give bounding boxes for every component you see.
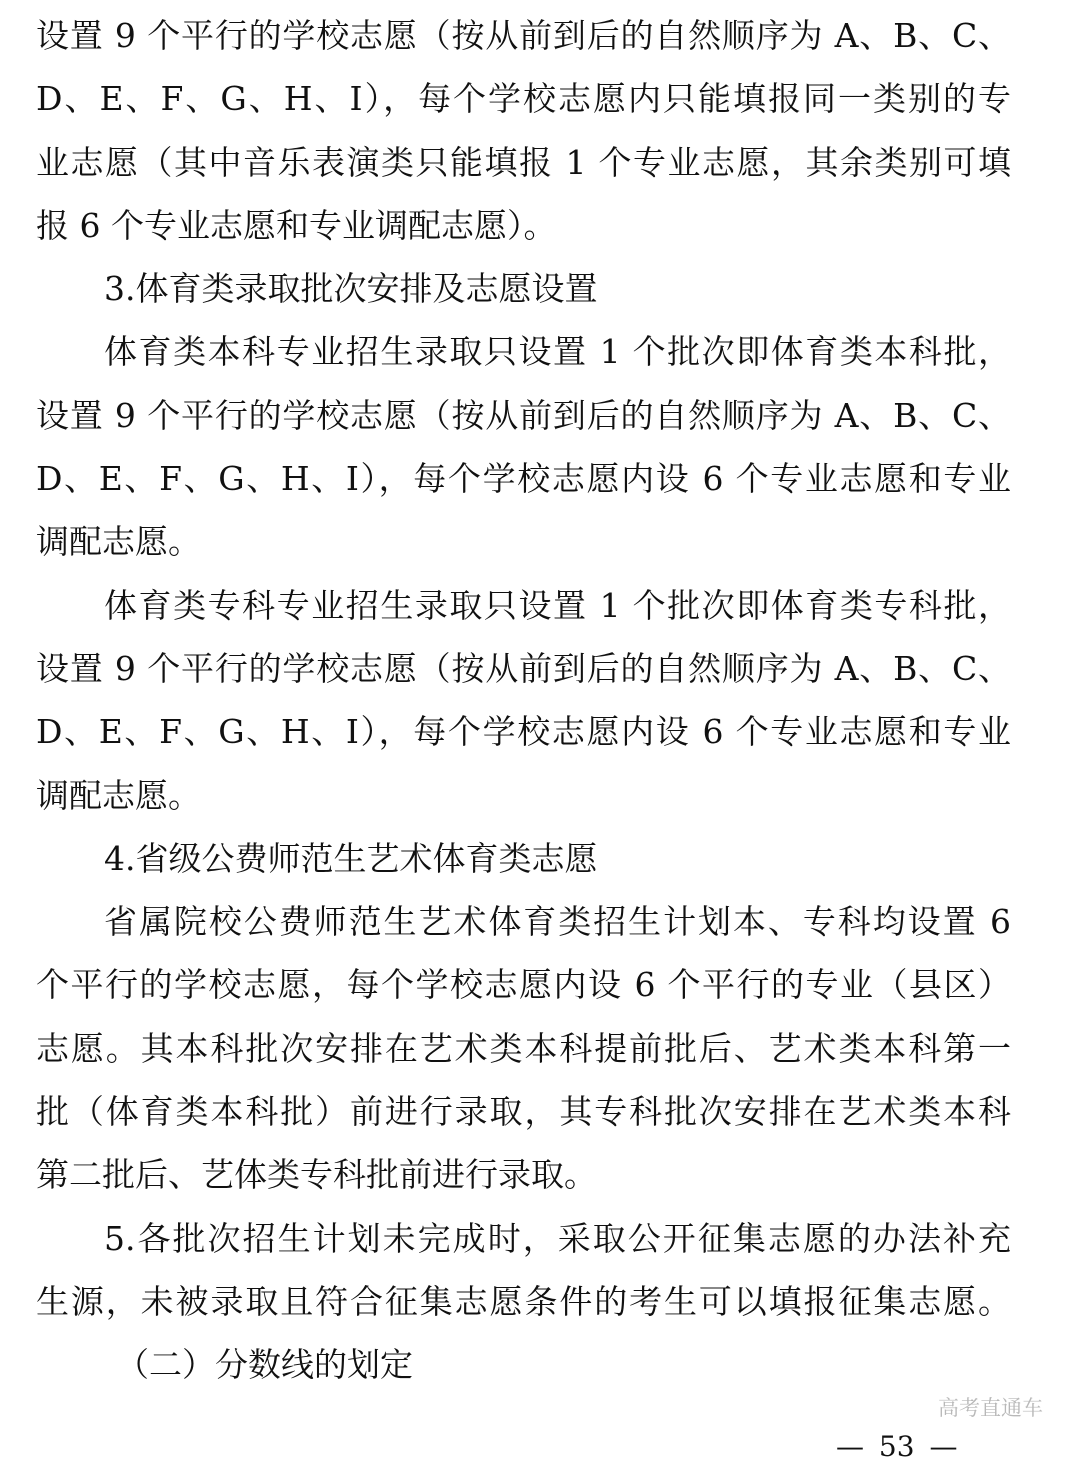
paragraph-line: 体育类本科专业招生录取只设置 1 个批次即体育类本科批，	[104, 332, 1011, 372]
section-heading: 4.省级公费师范生艺术体育类志愿	[104, 838, 598, 878]
page-number: 53	[878, 1430, 915, 1463]
paragraph-line: 第二批后、艺体类专科批前进行录取。	[36, 1155, 597, 1195]
paragraph-line: 报 6 个专业志愿和专业调配志愿）。	[36, 205, 557, 245]
document-body	[36, 4, 1011, 1397]
paragraph-line: 设置 9 个平行的学校志愿（按从前到后的自然顺序为 A、B、C、	[36, 648, 1011, 688]
section-heading: 3.体育类录取批次安排及志愿设置	[104, 269, 598, 309]
paragraph-line: 5.各批次招生计划未完成时，采取公开征集志愿的办法补充	[104, 1218, 1011, 1258]
footer-dash-right: —	[929, 1430, 958, 1463]
paragraph-line: 业志愿（其中音乐表演类只能填报 1 个专业志愿，其余类别可填	[36, 142, 1011, 182]
paragraph-line: 批（体育类本科批）前进行录取，其专科批次安排在艺术类本科	[36, 1092, 1011, 1132]
paragraph-line: 设置 9 个平行的学校志愿（按从前到后的自然顺序为 A、B、C、	[36, 395, 1011, 435]
paragraph-line: D、E、F、G、H、I），每个学校志愿内只能填报同一类别的专	[36, 79, 1011, 119]
paragraph-line: 志愿。其本科批次安排在艺术类本科提前批后、艺术类本科第一	[36, 1028, 1011, 1068]
paragraph-line: 省属院校公费师范生艺术体育类招生计划本、专科均设置 6	[104, 902, 1011, 942]
paragraph-line: 调配志愿。	[36, 775, 201, 815]
footer-dash-left: —	[836, 1430, 864, 1463]
paragraph-line: D、E、F、G、H、I），每个学校志愿内设 6 个专业志愿和专业	[36, 459, 1011, 499]
paragraph-line: 设置 9 个平行的学校志愿（按从前到后的自然顺序为 A、B、C、	[36, 16, 1011, 55]
paragraph-line: 生源，未被录取且符合征集志愿条件的考生可以填报征集志愿。	[36, 1281, 1011, 1321]
page-footer	[836, 1430, 996, 1464]
paragraph-line: 个平行的学校志愿，每个学校志愿内设 6 个平行的专业（县区）	[36, 965, 1011, 1005]
paragraph-line: 体育类专科专业招生录取只设置 1 个批次即体育类专科批，	[104, 585, 1011, 625]
paragraph-line: 调配志愿。	[36, 522, 201, 562]
paragraph-line: D、E、F、G、H、I），每个学校志愿内设 6 个专业志愿和专业	[36, 712, 1011, 752]
watermark-text: 高考直通车	[938, 1396, 1043, 1420]
subsection-heading: （二）分数线的划定	[116, 1345, 413, 1385]
